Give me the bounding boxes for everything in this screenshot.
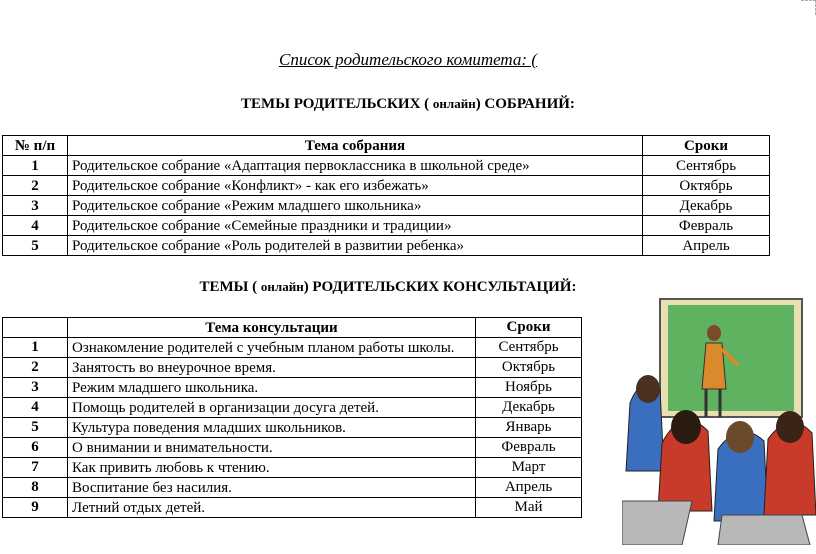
row-period: Октябрь (476, 358, 582, 378)
row-num: 4 (3, 398, 68, 418)
header-period: Сроки (476, 318, 582, 338)
page-corner-marker (801, 0, 816, 15)
table-row (3, 156, 770, 176)
row-topic: Родительское собрание «Режим младшего школьника» (68, 196, 643, 216)
row-topic: Ознакомление родителей с учебным планом работы школы. (68, 338, 476, 358)
consultations-heading-pre: ТЕМЫ ( (199, 279, 261, 295)
row-num: 4 (3, 216, 68, 236)
row-topic: Родительское собрание «Конфликт» - как его избежать» (68, 176, 643, 196)
row-topic: О внимании и внимательности. (68, 438, 476, 458)
row-period: Декабрь (643, 196, 770, 216)
row-topic: Родительское собрание «Роль родителей в развитии ребенка» (68, 236, 643, 256)
consultations-heading-sub: онлайн (260, 279, 304, 294)
table-header-row (3, 318, 582, 338)
row-num: 1 (3, 156, 68, 176)
row-period: Январь (476, 418, 582, 438)
table-row (3, 196, 770, 216)
row-topic: Родительское собрание «Адаптация первоклассника в школьной среде» (68, 156, 643, 176)
table-row (3, 216, 770, 236)
classroom-presentation-icon (622, 293, 816, 545)
row-period: Апрель (476, 478, 582, 498)
row-topic: Родительское собрание «Семейные праздники и традиции» (68, 216, 643, 236)
row-num: 2 (3, 176, 68, 196)
table-row (3, 498, 582, 518)
row-num: 3 (3, 378, 68, 398)
consultations-table (2, 317, 582, 518)
row-period: Сентябрь (476, 338, 582, 358)
table-row (3, 358, 582, 378)
header-num (3, 318, 68, 338)
table-row (3, 236, 770, 256)
header-num: № п/п (3, 136, 68, 156)
row-topic: Культура поведения младших школьников. (68, 418, 476, 438)
row-period: Сентябрь (643, 156, 770, 176)
row-topic: Летний отдых детей. (68, 498, 476, 518)
header-period: Сроки (643, 136, 770, 156)
meetings-heading-sub: онлайн (432, 96, 476, 111)
row-topic: Помощь родителей в организации досуга детей. (68, 398, 476, 418)
table-row (3, 418, 582, 438)
row-period: Февраль (643, 216, 770, 236)
row-period: Май (476, 498, 582, 518)
row-period: Апрель (643, 236, 770, 256)
table-row (3, 458, 582, 478)
row-num: 5 (3, 418, 68, 438)
table-row (3, 438, 582, 458)
row-period: Февраль (476, 438, 582, 458)
header-topic: Тема консультации (68, 318, 476, 338)
row-num: 8 (3, 478, 68, 498)
meetings-heading (0, 96, 816, 113)
row-period: Ноябрь (476, 378, 582, 398)
table-row (3, 176, 770, 196)
row-num: 9 (3, 498, 68, 518)
table-row (3, 378, 582, 398)
table-header-row (3, 136, 770, 156)
meetings-table (2, 135, 770, 256)
document-title: Список родительского комитета: ( (279, 50, 537, 69)
row-topic: Как привить любовь к чтению. (68, 458, 476, 478)
meetings-heading-pre: ТЕМЫ РОДИТЕЛЬСКИХ ( (241, 96, 433, 112)
row-topic: Занятость во внеурочное время. (68, 358, 476, 378)
row-num: 3 (3, 196, 68, 216)
row-period: Март (476, 458, 582, 478)
row-num: 1 (3, 338, 68, 358)
row-num: 2 (3, 358, 68, 378)
consultations-heading-post: ) РОДИТЕЛЬСКИХ КОНСУЛЬТАЦИЙ: (303, 279, 577, 295)
row-period: Октябрь (643, 176, 770, 196)
header-topic: Тема собрания (68, 136, 643, 156)
row-period: Декабрь (476, 398, 582, 418)
meetings-heading-post: ) СОБРАНИЙ: (475, 96, 575, 112)
row-topic: Режим младшего школьника. (68, 378, 476, 398)
row-num: 7 (3, 458, 68, 478)
table-row (3, 478, 582, 498)
row-num: 6 (3, 438, 68, 458)
row-num: 5 (3, 236, 68, 256)
table-row (3, 338, 582, 358)
table-row (3, 398, 582, 418)
row-topic: Воспитание без насилия. (68, 478, 476, 498)
